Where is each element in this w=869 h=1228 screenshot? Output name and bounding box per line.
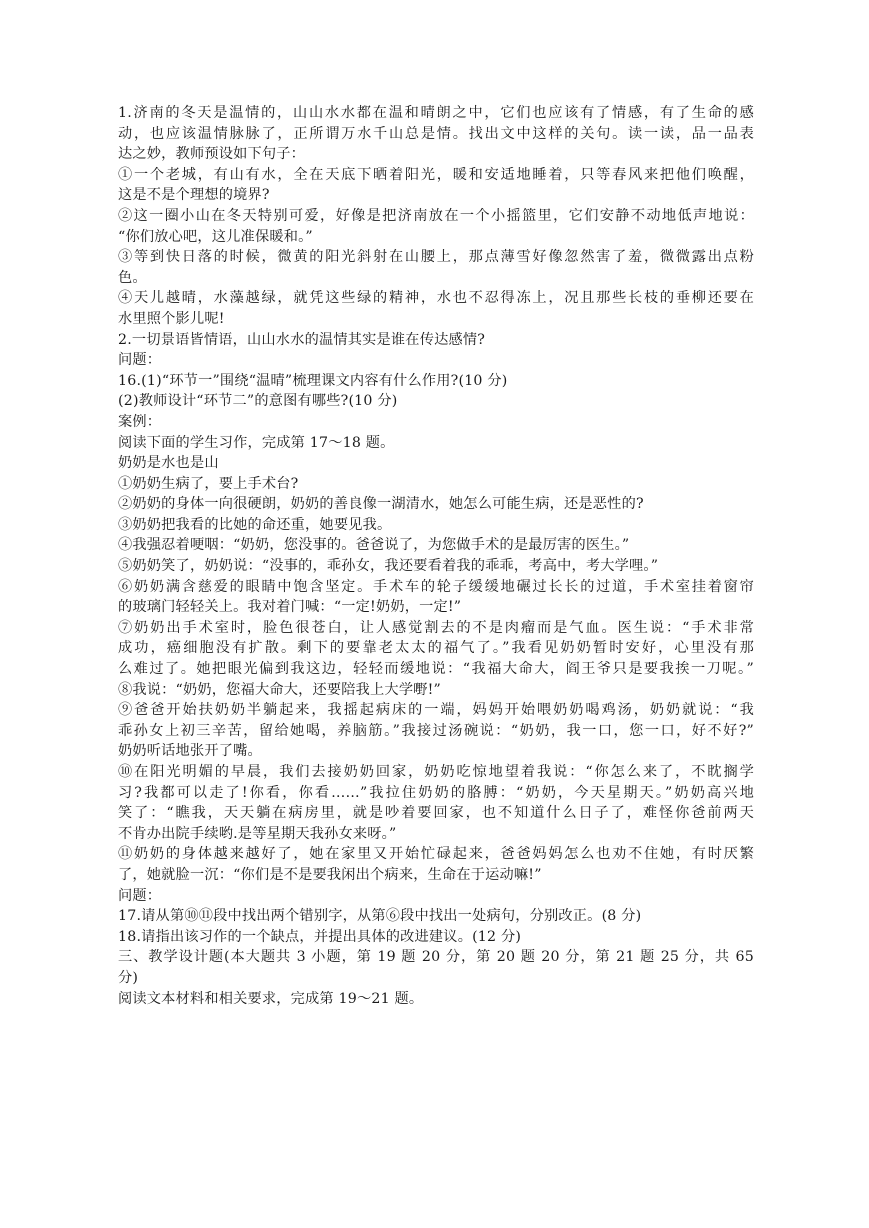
text-line: 18.请指出该习作的一个缺点，并提出具体的改进建议。(12 分) <box>118 928 522 945</box>
text-line: 色。 <box>118 269 147 286</box>
text-line: 乖孙女上初三辛苦，留给她喝，养脑筋。”我接过汤碗说：“奶奶，我一口，您一口，好不好?” <box>118 722 754 739</box>
text-line: “你们放心吧，这儿准保暖和。” <box>118 228 313 245</box>
text-line: ⑤奶奶笑了，奶奶说：“没事的，乖孙女，我还要看着我的乖乖，考高中，考大学哩。” <box>118 558 659 575</box>
text-line: 这是不是个理想的境界? <box>118 187 270 204</box>
text-line: ⑩在阳光明媚的早晨，我们去接奶奶回家，奶奶吃惊地望着我说：“你怎么来了，不眈搁学 <box>118 764 754 780</box>
text-line: 么难过了。她把眼光偏到我这边，轻轻而缓地说：“我福大命大，阎王爷只是要我挨一刀呢。” <box>118 661 754 678</box>
text-line: ②这一圈小山在冬天特别可爱，好像是把济南放在一个小摇篮里，它们安静不动地低声地说： <box>118 207 754 224</box>
text-line: ①奶奶生病了，要上手术台? <box>118 475 299 492</box>
text-line: 分) <box>118 969 139 986</box>
text-line: 习?我都可以走了!你看，你看……”我拉住奶奶的胳膊：“奶奶，今天星期天。”奶奶高兴地 <box>118 784 754 801</box>
text-line: 阅读文本材料和相关要求，完成第 19～21 题。 <box>118 990 424 1007</box>
text-line: ①一个老城，有山有水，全在天底下晒着阳光，暖和安适地睡着，只等春风来把他们唤醒， <box>118 166 754 183</box>
text-line: 动，也应该温情脉脉了，正所谓万水千山总是情。找出文中这样的关句。读一读，品一品表 <box>118 125 754 142</box>
text-line: ⑥奶奶满含慈爱的眼睛中饱含坚定。手术车的轮子缓缓地碾过长长的过道，手术室挂着窗帘 <box>118 578 754 595</box>
text-line: 了，她就脸一沉：“你们是不是要我闲出个病来，生命在于运动嘛!” <box>118 866 542 883</box>
text-line: ⑦奶奶出手术室时，脸色很苍白，让人感觉割去的不是肉瘤而是气血。医生说：“手术非常 <box>118 619 754 636</box>
text-line: 奶奶是水也是山 <box>118 455 219 472</box>
text-line: 问题： <box>118 352 162 369</box>
text-line: 成功，癌细胞没有扩散。剩下的要靠老太太的福气了。”我看见奶奶暂时安好，心里没有那 <box>118 640 754 657</box>
text-line: 2.一切景语皆情语，山山水水的温情其实是谁在传达感情? <box>118 331 486 348</box>
text-line: ⑪奶奶的身体越来越好了，她在家里又开始忙碌起来，爸爸妈妈怎么也劝不住她，有时厌繁 <box>118 846 754 863</box>
text-line: ③等到快日落的时候，微黄的阳光斜射在山腰上，那点薄雪好像忽然害了羞，微微露出点粉 <box>118 249 754 266</box>
text-line: ⑧我说：“奶奶，您福大命大，还要陪我上大学嘢!” <box>118 681 441 698</box>
text-line: ③奶奶把我看的比她的命还重，她要见我。 <box>118 516 392 533</box>
text-line: 案例： <box>118 413 162 430</box>
document-page <box>118 103 754 1009</box>
text-line: 1.济南的冬天是温情的，山山水水都在温和晴朗之中，它们也应该有了情感，有了生命的感 <box>118 105 754 121</box>
text-line: 16.(1)“环节一”围绕“温晴”梳理课文内容有什么作用?(10 分) <box>118 372 508 389</box>
text-line: 的玻璃门轻轻关上。我对着门喊：“一定!奶奶，一定!” <box>118 599 462 616</box>
text-line: 水里照个影儿呢! <box>118 310 225 327</box>
text-line: ④天儿越晴，水藻越绿，就凭这些绿的精神，水也不忍得冻上，况且那些长枝的垂柳还要在 <box>118 290 754 307</box>
text-line: 不肯办出院手续哟.是等星期天我孙女来呀。” <box>118 825 397 842</box>
text-line: ⑨爸爸开始扶奶奶半躺起来，我摇起病床的一端，妈妈开始喂奶奶喝鸡汤，奶奶就说：“我 <box>118 702 754 719</box>
text-line: 达之妙，教师预设如下句子： <box>118 146 306 163</box>
text-line: ④我强忍着哽咽：“奶奶，您没事的。爸爸说了，为您做手术的是最厉害的医生。” <box>118 537 630 554</box>
text-line: 三、教学设计题(本大题共 3 小题，第 19 题 20 分，第 20 题 20 分，第 21 题 25 分，共 65 <box>118 949 754 966</box>
text-line: 问题： <box>118 887 162 904</box>
text-line: 17.请从第⑩⑪段中找出两个错别字，从第⑥段中找出一处病句，分别改正。(8 分) <box>118 908 642 925</box>
text-line: 阅读下面的学生习作，完成第 17～18 题。 <box>118 434 395 451</box>
text-line: ②奶奶的身体一向很硬朗，奶奶的善良像一湖清水，她怎么可能生病，还是恶性的? <box>118 496 644 513</box>
text-line: 笑了：“瞧我，天天躺在病房里，就是吵着要回家，也不知道什么日子了，难怪你爸前两天 <box>118 805 754 822</box>
text-line: (2)教师设计“环节二”的意图有哪些?(10 分) <box>118 393 398 410</box>
text-line: 奶奶听话地张开了嘴。 <box>118 743 262 760</box>
